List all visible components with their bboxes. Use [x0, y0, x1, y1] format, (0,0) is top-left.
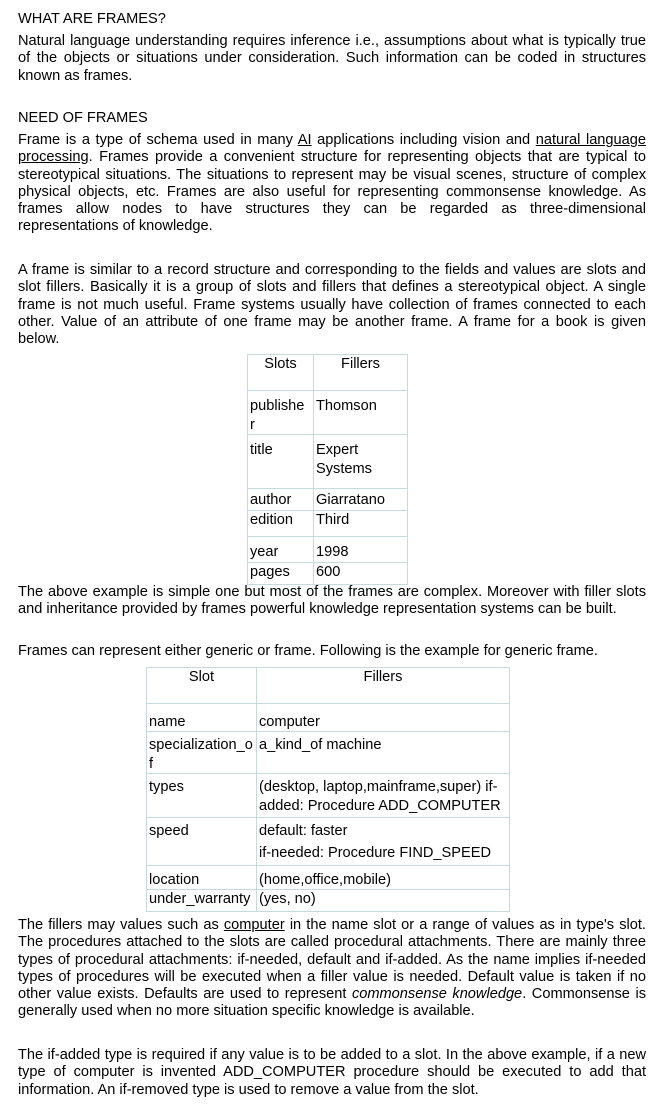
table-row: [147, 890, 510, 912]
table-row: [248, 562, 408, 584]
link-natural-language-processing[interactable]: natural language processing: [18, 132, 647, 166]
filler-cell: Thomson: [314, 391, 408, 435]
filler-if-needed: if-needed: Procedure FIND_SPEED: [259, 844, 491, 861]
paragraph-procedural-attachments: The fillers may values such as computer in the name slot or a range of values as in type's slot. The procedures attached to the slots are called procedural attachments. There are mainly three types of procedural attachments: if-needed, default and if-added. As the name implies if-needed types of procedures will be executed when a filler value is needed. Default value is taken if no other value exists. Defaults are used to represent commonsense knowledge. Commonsense is generally used when no more situation specific knowledge is available.: [18, 917, 647, 1020]
header-fillers: Fillers: [257, 668, 510, 704]
header-slot: Slot: [147, 668, 257, 704]
table-row: [248, 536, 408, 562]
slot-cell: under_warranty: [147, 890, 257, 912]
filler-cell: (desktop, laptop,mainframe,super) if-added: Procedure ADD_COMPUTER: [257, 774, 510, 818]
paragraph-frames-intro: Natural language understanding requires inference i.e., assumptions about what is typically true of the objects or situations under consideration. Such information can be coded in structures known as frames.: [18, 33, 646, 84]
heading-need-of-frames: NEED OF FRAMES: [18, 110, 148, 126]
heading-what-are-frames: WHAT ARE FRAMES?: [18, 11, 166, 27]
table-row: [147, 866, 510, 890]
header-slots: Slots: [248, 355, 314, 391]
slot-cell: publishe r: [248, 391, 314, 435]
header-fillers: Fillers: [314, 355, 408, 391]
table-row: [248, 391, 408, 435]
paragraph-record-structure: A frame is similar to a record structure and corresponding to the fields and values are slots and slot fillers. Basically it is a group of slots and fillers that defines a stereotypical object. A single frame is not much useful. Frame systems usually have collection of frames connected to each other. Value of an attribute of one frame may be another frame. A frame for a book is given below.: [18, 262, 646, 348]
filler-cell: [257, 818, 510, 866]
slot-cell: title: [248, 435, 314, 489]
paragraph-if-added: The if-added type is required if any value is to be added to a slot. In the above example, if a new type of computer is invented ADD_COMPUTER procedure should be executed to add that information. An if-removed type is used to remove a value from the slot.: [18, 1047, 646, 1098]
table-row: [147, 818, 510, 866]
filler-default: default: faster: [259, 823, 348, 839]
slot-cell: author: [248, 489, 314, 511]
slot-cell: location: [147, 866, 257, 890]
link-computer[interactable]: computer: [223, 917, 285, 933]
generic-frame-table: [146, 667, 510, 912]
table-row: [248, 510, 408, 536]
table-row: [248, 489, 408, 511]
table-row: [147, 732, 510, 774]
paragraph-generic-frame: Frames can represent either generic or frame. Following is the example for generic frame.: [18, 643, 598, 659]
filler-cell: 1998: [314, 536, 408, 562]
slot-cell: year: [248, 536, 314, 562]
slot-cell: specialization_o f: [147, 732, 257, 774]
slot-cell: speed: [147, 818, 257, 866]
table-row: [248, 435, 408, 489]
table-row: [147, 774, 510, 818]
filler-cell: a_kind_of machine: [257, 732, 510, 774]
table-header-row: [147, 668, 510, 704]
slot-cell: name: [147, 704, 257, 732]
filler-cell: computer: [257, 704, 510, 732]
table-header-row: [248, 355, 408, 391]
book-frame-table: [247, 354, 408, 585]
slot-cell: types: [147, 774, 257, 818]
link-ai[interactable]: AI: [297, 132, 312, 148]
slot-cell: pages: [248, 562, 314, 584]
paragraph-need-of-frames: Frame is a type of schema used in many AI applications including vision and natural language processing. Frames provide a convenient structure for representing objects that are typical to stereotypical situations. The situations to represent may be visual scenes, structure of complex physical objects, etc. Frames are also useful for representing commonsense knowledge. As frames allow nodes to have structures they can be regarded as three-dimensional representations of knowledge.: [18, 132, 647, 235]
filler-cell: Expert Systems: [314, 435, 408, 489]
slot-cell: edition: [248, 510, 314, 536]
table-row: [147, 704, 510, 732]
filler-cell: (home,office,mobile): [257, 866, 510, 890]
paragraph-complex-frames: The above example is simple one but most of the frames are complex. Moreover with filler slots and inheritance provided by frames powerful knowledge representation systems can be built.: [18, 584, 646, 618]
filler-cell: (yes, no): [257, 890, 510, 912]
filler-cell: 600: [314, 562, 408, 584]
filler-cell: Third: [314, 510, 408, 536]
filler-cell: Giarratano: [314, 489, 408, 511]
